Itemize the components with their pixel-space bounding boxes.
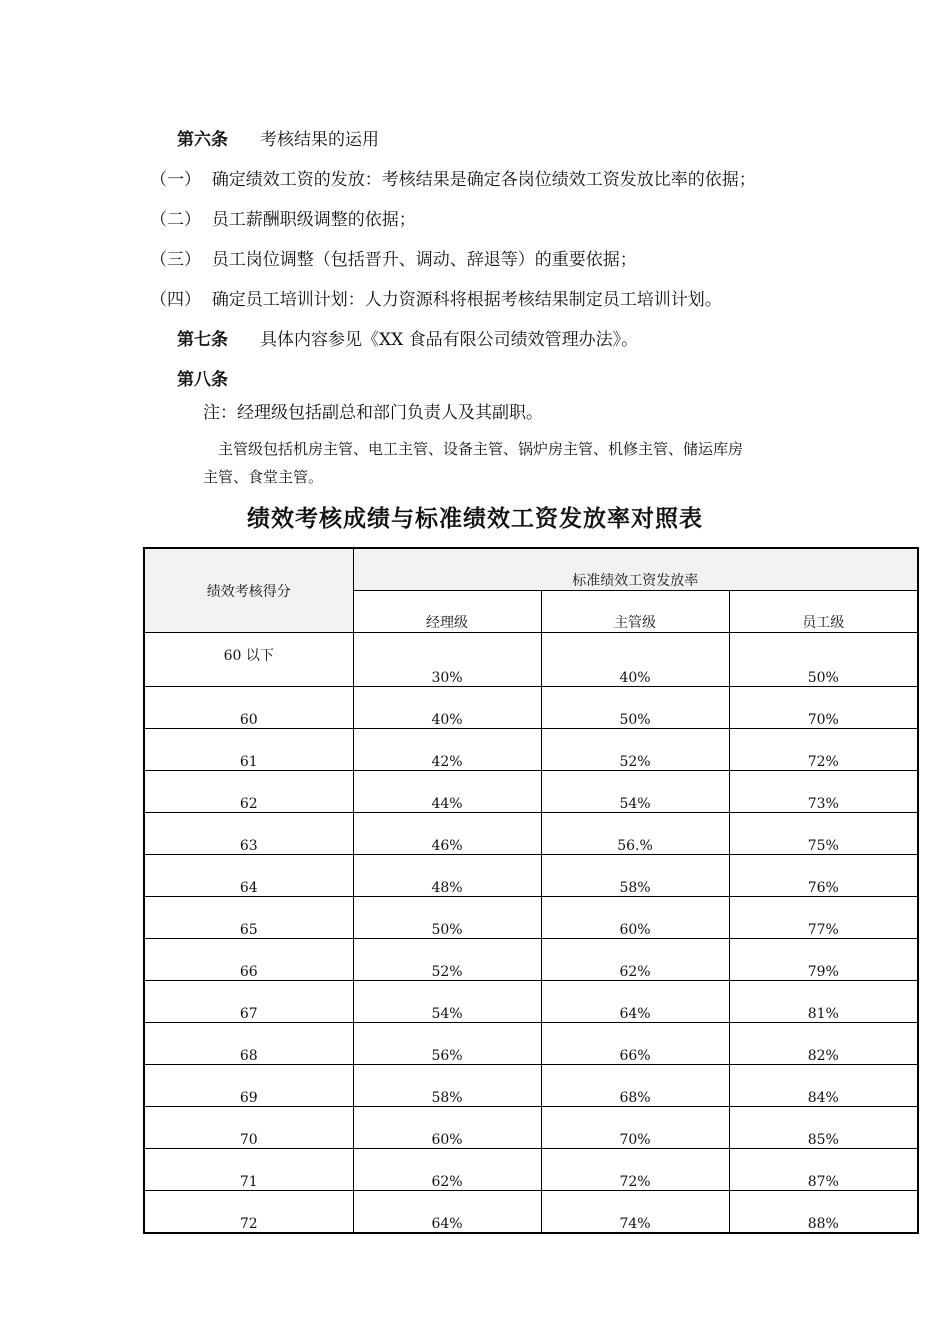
table-row	[144, 1065, 918, 1107]
table-row	[144, 771, 918, 813]
table-row	[144, 897, 918, 939]
staff-rate-cell: 87%	[729, 1149, 918, 1191]
manager-rate-cell: 40%	[353, 687, 541, 729]
list-item-number: （四）	[150, 290, 201, 310]
column-header-staff: 员工级	[729, 591, 918, 633]
note-line-2: 主管级包括机房主管、电工主管、设备主管、锅炉房主管、机修主管、储运库房	[218, 440, 744, 458]
supervisor-rate-cell: 54%	[541, 771, 729, 813]
score-cell: 66	[144, 939, 353, 981]
rate-header: 标准绩效工资发放率	[353, 548, 918, 591]
column-header-manager: 经理级	[353, 591, 541, 633]
list-item	[150, 289, 722, 311]
manager-rate-cell: 60%	[353, 1107, 541, 1149]
manager-rate-cell: 42%	[353, 729, 541, 771]
table-row	[144, 981, 918, 1023]
manager-rate-cell: 62%	[353, 1149, 541, 1191]
score-cell: 60	[144, 687, 353, 729]
manager-rate-cell: 58%	[353, 1065, 541, 1107]
supervisor-rate-cell: 74%	[541, 1191, 729, 1234]
score-cell: 68	[144, 1023, 353, 1065]
article-7-label: 第七条	[177, 330, 228, 350]
supervisor-rate-cell: 70%	[541, 1107, 729, 1149]
note-line-3: 主管、食堂主管。	[203, 468, 324, 486]
staff-rate-cell: 76%	[729, 855, 918, 897]
article-7-text: 具体内容参见《XX 食品有限公司绩效管理办法》。	[260, 330, 639, 350]
manager-rate-cell: 30%	[353, 633, 541, 687]
table-row	[144, 633, 918, 687]
staff-rate-cell: 50%	[729, 633, 918, 687]
table-row	[144, 729, 918, 771]
staff-rate-cell: 73%	[729, 771, 918, 813]
manager-rate-cell: 48%	[353, 855, 541, 897]
staff-rate-cell: 72%	[729, 729, 918, 771]
manager-rate-cell: 50%	[353, 897, 541, 939]
supervisor-rate-cell: 52%	[541, 729, 729, 771]
score-cell: 69	[144, 1065, 353, 1107]
article-6-label: 第六条	[177, 130, 228, 150]
column-header-supervisor: 主管级	[541, 591, 729, 633]
score-cell: 71	[144, 1149, 353, 1191]
supervisor-rate-cell: 60%	[541, 897, 729, 939]
supervisor-rate-cell: 58%	[541, 855, 729, 897]
score-cell: 62	[144, 771, 353, 813]
supervisor-rate-cell: 50%	[541, 687, 729, 729]
staff-rate-cell: 84%	[729, 1065, 918, 1107]
table-row	[144, 855, 918, 897]
table-row	[144, 1107, 918, 1149]
staff-rate-cell: 70%	[729, 687, 918, 729]
list-item-number: （一）	[150, 170, 201, 190]
manager-rate-cell: 56%	[353, 1023, 541, 1065]
staff-rate-cell: 82%	[729, 1023, 918, 1065]
supervisor-rate-cell: 56.%	[541, 813, 729, 855]
supervisor-rate-cell: 64%	[541, 981, 729, 1023]
list-item-number: （三）	[150, 250, 201, 270]
supervisor-rate-cell: 72%	[541, 1149, 729, 1191]
manager-rate-cell: 52%	[353, 939, 541, 981]
rate-table	[143, 547, 919, 1234]
staff-rate-cell: 88%	[729, 1191, 918, 1234]
list-item-text: 确定绩效工资的发放：考核结果是确定各岗位绩效工资发放比率的依据；	[211, 170, 756, 190]
table-row	[144, 1191, 918, 1234]
supervisor-rate-cell: 62%	[541, 939, 729, 981]
supervisor-rate-cell: 40%	[541, 633, 729, 687]
list-item	[150, 169, 756, 191]
list-item-number: （二）	[150, 210, 201, 230]
table-row	[144, 1023, 918, 1065]
article-6-text: 考核结果的运用	[260, 130, 379, 150]
staff-rate-cell: 79%	[729, 939, 918, 981]
score-cell: 67	[144, 981, 353, 1023]
score-cell: 65	[144, 897, 353, 939]
manager-rate-cell: 64%	[353, 1191, 541, 1234]
table-row	[144, 687, 918, 729]
article-7	[177, 329, 638, 351]
list-item-text: 员工薪酬职级调整的依据；	[211, 210, 416, 230]
score-cell: 61	[144, 729, 353, 771]
list-item	[150, 209, 416, 231]
note-line-1: 注：经理级包括副总和部门负责人及其副职。	[203, 403, 543, 423]
staff-rate-cell: 75%	[729, 813, 918, 855]
table-row	[144, 1149, 918, 1191]
score-cell: 63	[144, 813, 353, 855]
list-item-text: 员工岗位调整（包括晋升、调动、辞退等）的重要依据；	[211, 250, 637, 270]
list-item-text: 确定员工培训计划：人力资源科将根据考核结果制定员工培训计划。	[211, 290, 722, 310]
supervisor-rate-cell: 68%	[541, 1065, 729, 1107]
supervisor-rate-cell: 66%	[541, 1023, 729, 1065]
article-8-label: 第八条	[177, 370, 228, 390]
manager-rate-cell: 44%	[353, 771, 541, 813]
table-row	[144, 813, 918, 855]
score-cell: 64	[144, 855, 353, 897]
article-6	[177, 129, 379, 151]
manager-rate-cell: 54%	[353, 981, 541, 1023]
manager-rate-cell: 46%	[353, 813, 541, 855]
score-cell: 72	[144, 1191, 353, 1234]
staff-rate-cell: 85%	[729, 1107, 918, 1149]
score-cell: 60 以下	[144, 633, 353, 687]
table-row	[144, 939, 918, 981]
staff-rate-cell: 81%	[729, 981, 918, 1023]
score-header: 绩效考核得分	[144, 548, 353, 633]
table-title: 绩效考核成绩与标准绩效工资发放率对照表	[247, 506, 703, 532]
list-item	[150, 249, 637, 271]
staff-rate-cell: 77%	[729, 897, 918, 939]
score-cell: 70	[144, 1107, 353, 1149]
